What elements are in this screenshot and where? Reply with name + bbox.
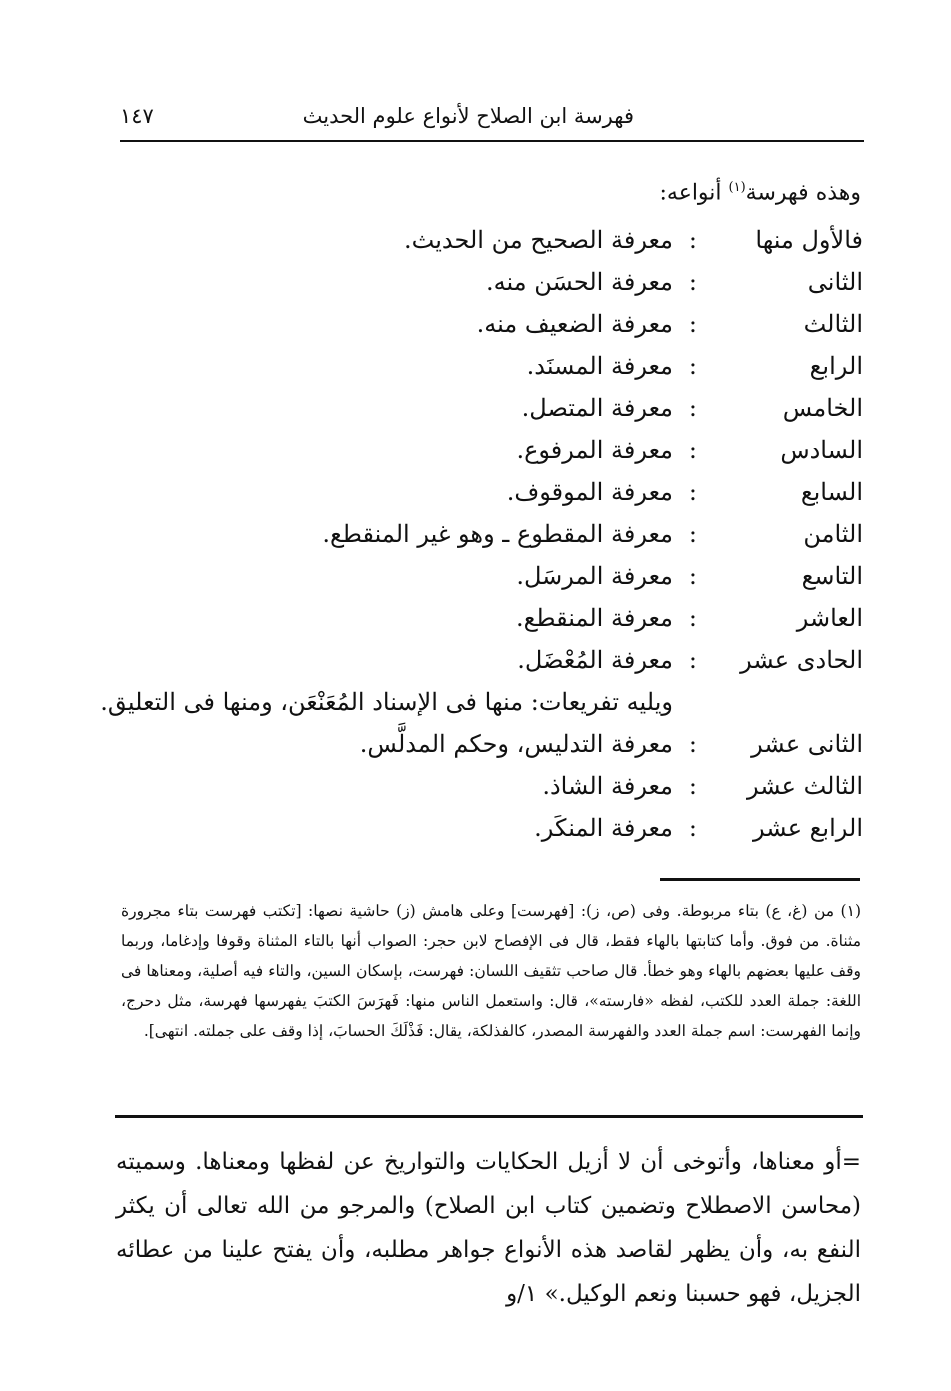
intro-line (659, 180, 861, 205)
item-colon: : (688, 814, 697, 842)
list-item (143, 310, 863, 352)
item-text: ويليه تفريعات: منها فى الإسناد المُعَنْعَن، ومنها فى التعليق. (100, 688, 673, 716)
item-colon: : (688, 730, 697, 758)
item-colon: : (688, 604, 697, 632)
item-text: معرفة المقطوع ـ وهو غير المنقطع. (322, 520, 673, 548)
list-item (143, 730, 863, 772)
item-text: معرفة المنكَر. (534, 814, 673, 842)
continuation-text: =أو معناها، وأتوخى أن لا أزيل الحكايات والتواريخ عن لفظها ومعناها. وسميته (محاسن الاصطلاح وتضمين كتاب ابن الصلاح) والمرجو من الله تعالى أن يكثر النفع به، وأن يظهر لقاصد هذه الأنواع جواهر مطلبه، وأن يفتح علينا من عطائه الجزيل، فهو حسبنا ونعم الوكيل.» ١/و (116, 1149, 861, 1307)
types-list (100, 226, 863, 856)
running-header (120, 96, 864, 142)
item-label: الرابع عشر (753, 814, 863, 842)
footnote (121, 896, 861, 1046)
section-divider (115, 1115, 863, 1118)
item-text: معرفة الضعيف منه. (476, 310, 673, 338)
item-label: التاسع (801, 562, 863, 590)
item-colon: : (688, 352, 697, 380)
list-item-subnote (100, 688, 863, 730)
item-colon: : (688, 772, 697, 800)
list-item (143, 520, 863, 562)
item-colon: : (688, 310, 697, 338)
item-text: معرفة التدليس، وحكم المدلَّس. (359, 730, 673, 758)
item-label: الثانى (807, 268, 863, 296)
intro-after: أنواعه: (659, 180, 729, 206)
item-colon: : (688, 436, 697, 464)
footnote-marker: (١) (728, 180, 746, 195)
list-item (143, 604, 863, 646)
item-label: العاشر (796, 604, 863, 632)
list-item (143, 646, 863, 688)
item-label: الثانى عشر (751, 730, 863, 758)
item-text: معرفة المسنَد. (526, 352, 673, 380)
list-item (143, 352, 863, 394)
item-label: السادس (780, 436, 863, 464)
item-label: الرابع (809, 352, 863, 380)
list-item (143, 268, 863, 310)
item-text: معرفة الموقوف. (506, 478, 673, 506)
item-label: الثالث (803, 310, 863, 338)
footnote-divider (660, 878, 860, 881)
list-item (143, 814, 863, 856)
item-colon: : (688, 646, 697, 674)
list-item (143, 394, 863, 436)
item-text: معرفة الصحيح من الحديث. (404, 226, 673, 254)
header-title: فهرسة ابن الصلاح لأنواع علوم الحديث (302, 104, 634, 128)
list-item (143, 772, 863, 814)
item-text: معرفة الحسَن منه. (485, 268, 673, 296)
footnote-text: (١) من (غ، ع) بتاء مربوطة. وفى (ص، ز): [فهرست] وعلى هامش (ز) حاشية نصها: [تكتب فهرست بتاء مجرورة مثناة. من فوق. وأما كتابتها بالهاء فقط، قال فى الإفصاح لابن حجر: الصواب أنها بالتاء المثناة وقوفا وإدغاما، وربما وقف عليها بعضهم بالهاء وهو خطأ. قال صاحب تثقيف اللسان: فهرست، بإسكان السين، والتاء فيه أصلية، ومعناها فى اللغة: جملة العدد للكتب، لفظه «فارسته»، قال: واستعمل الناس منها: فَهرَسَ الكتبَ يفهرسها فهرسة، مثل دحرج، وإنما الفهرست: اسم جملة العدد والفهرسة المصدر، كالفذلكة، يقال: فَذْلَكَ الحسابَ، إذا وقف على جملته. انتهى]. (121, 902, 861, 1040)
item-colon: : (688, 520, 697, 548)
item-label: الثامن (803, 520, 863, 548)
item-label: السابع (800, 478, 863, 506)
item-label: الخامس (782, 394, 863, 422)
item-colon: : (688, 478, 697, 506)
item-label: الثالث عشر (746, 772, 863, 800)
item-label: الحادى عشر (740, 646, 863, 674)
item-colon: : (688, 226, 697, 254)
list-item (143, 562, 863, 604)
item-text: معرفة المتصل. (521, 394, 673, 422)
continued-footnote (116, 1140, 861, 1316)
item-text: معرفة الشاذ. (542, 772, 673, 800)
item-label: فالأول منها (755, 226, 863, 254)
item-colon: : (688, 394, 697, 422)
list-item (143, 226, 863, 268)
page-number: ١٤٧ (120, 104, 154, 128)
item-text: معرفة المرسَل. (516, 562, 673, 590)
item-text: معرفة المنقطع. (516, 604, 673, 632)
item-text: معرفة المرفوع. (516, 436, 673, 464)
intro-text: وهذه فهرسة (745, 180, 861, 206)
list-item (143, 436, 863, 478)
item-colon: : (688, 268, 697, 296)
item-colon: : (688, 562, 697, 590)
list-item (143, 478, 863, 520)
item-text: معرفة المُعْضَل. (517, 646, 673, 674)
